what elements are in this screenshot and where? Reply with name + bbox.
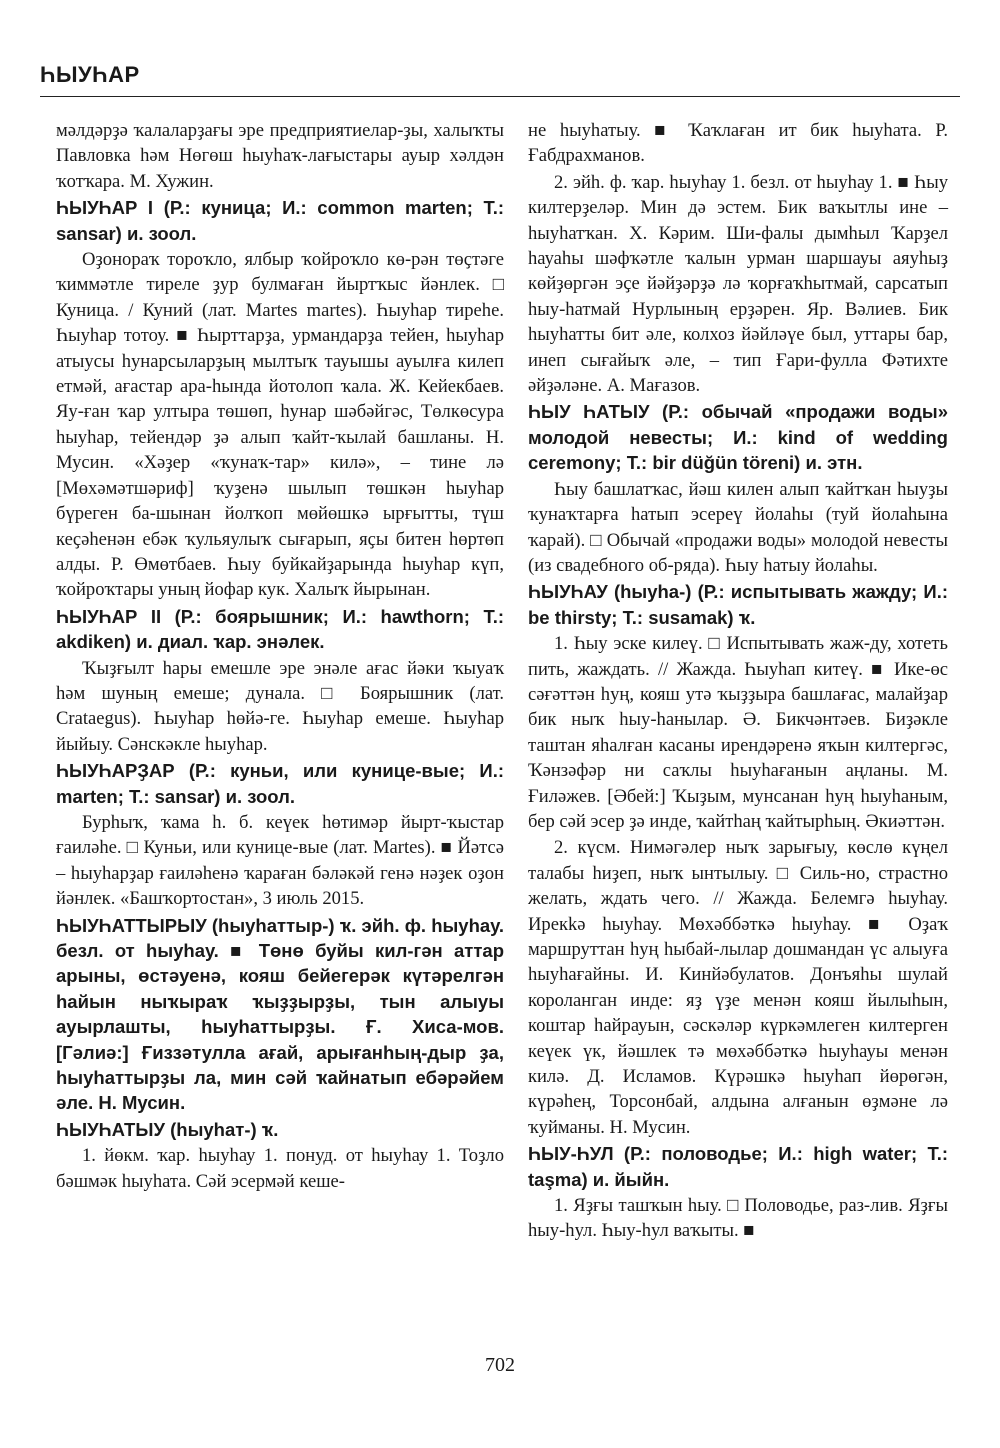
entry-definition: Һыу башлатҡас, йәш килен алып ҡайтҡан һыуҙы ҡунаҡтарға һатып эсереү йолаһы (туй йолаһына ҡарай). □ Обычай «продажи воды» молодой невесты (из свадебного об-ряда). Һыу һатыу йолаһы. bbox=[528, 478, 948, 576]
page-number: 702 bbox=[485, 1354, 515, 1376]
entry-definition: Бурһыҡ, ҡама һ. б. кеүек һөтимәр йырт-ҡыстар ғаиләһе. □ Куньи, или кунице-вые (лат. Martes). ■ Йәтсә – һыуһарҙар ғаиләһенә ҡараған бәләкәй генә нәҙек оҙон йәнлек. «Башҡортостан», 3 июль 2015. bbox=[56, 811, 504, 910]
text-continuation: мәлдәрҙә ҡалаларҙағы эре предприятиелар-ҙы, халыҡты Павловка һәм Нөгөш һыуһаҡ-лағыстары ауыр хәлдән ҡотҡара. М. Хужин. bbox=[56, 120, 504, 192]
entry-headword: ҺЫУҺАР II (Р.: боярышник; И.: hawthorn; Т.: akdiken) и. диал. ҡар. энәлек. bbox=[56, 605, 504, 653]
entry-definition: Оҙонораҡ тороҡло, ялбыр ҡойроҡло кө-рән төҫтәге ҡиммәтле тиреле ҙур булмаған йыртҡыс йәнлек. □ Куница. / Куний (лат. Martes martes). Һыуһар тиреһе. Һыуһар тотоу. ■ Һырттарҙа, урмандарҙа тейен, һыуһар атыусы һунарсыларҙың мылтыҡ тауышы ауылға килеп етмәй, ағастар ара-һында йотолоп ҡала. Ж. Кейекбаев. Яу-ған ҡар ултыра төшөп, һунар шәбәйгәс, Төлкөсура һыуһар, тейендәр ҙә алып ҡайт-ҡылай башланы. Н. Мусин. «Хәҙер «ҡунаҡ-тар» килә», – тине лә [Мөхәмәтшәриф] ҡуҙенә шылып төшкән һыуһар бүреген ба-шынан йолҡоп мөйөшкә ырғытты, түш кеҫәһенән ебәк ҡульяулыҡ сығарып, яҫы битен һөртөп алды. Р. Өмөтбаев. Һыу буйкайҙарында һыуһар күп, ҡойроҡтары уның йофар кук. Халыҡ йырынан. bbox=[56, 249, 504, 601]
entry-sense: 1. Һыу эске килеү. □ Испытывать жаж-ду, хотеть пить, жаждать. // Жажда. Һыуһап китеү. ■ Ике-өс сәғәттән һуң, кояш утә ҡыҙҙыра башлағас, малайҙар бик ныҡ һыу-һанылар. Ә. Бикчәнтәев. Биҙәкле таштан яһалған касаны ирендәренә яҡын килтергәс, Ҡәнзәфәр ни саҡлы һыуһағанын аңланы. М. Ғиләжев. [Әбей:] Ҡыҙым, мунсанан һуң һыуһаным, бер сәй эсер ҙә инде, ҡайтһаң ҡайтырһың. Әкиәттән. bbox=[528, 633, 948, 832]
right-column bbox=[528, 118, 948, 1245]
entry-headword: ҺЫУҺАУ (һыуһа-) (Р.: испытывать жажду; И.: be thirsty; Т.: susamak) ҡ. bbox=[528, 581, 948, 628]
entry-headword: ҺЫУ-ҺУЛ (Р.: половодье; И.: high water; Т.: taşma) и. йыйн. bbox=[528, 1143, 948, 1190]
left-column bbox=[56, 118, 504, 1195]
entry-headword: ҺЫУ ҺАТЫУ (Р.: обычай «продажи воды» молодой невесты; И.: kind of wedding ceremony; Т.: bir düğün töreni) и. этн. bbox=[528, 401, 948, 474]
entry-headword: ҺЫУҺАРҘАР (Р.: куньи, или кунице-вые; И.: marten; Т.: sansar) и. зоол. bbox=[56, 760, 504, 807]
running-head: ҺЫУҺАР bbox=[40, 62, 140, 87]
entry-sense: 1. Яҙғы ташҡын һыу. □ Половодье, раз-лив. Яҙғы һыу-һул. Һыу-һул ваҡыты. ■ bbox=[528, 1195, 948, 1242]
entry-sense: 2. эйһ. ф. ҡар. һыуһау 1. безл. от һыуһау 1. ■ Һыу килтерҙеләр. Мин дә эстем. Бик ваҡытлы ине – һыуһатҡан. Х. Кәрим. Ши-фалы дымһыл Ҡарҙел һауаһы шәфҡәтле ҡалын урман шаршауы аяуһыҙ көйҙөргән эҫе йәйҙәрҙә лә ҡорғаҡһытмай, сарсатып һыу-һатмай Нурлының ерҙәрен. Яр. Вәлиев. Бик һыуһатты бит әле, колхоз йәйләүе был, уттары бар, инеп сығайыҡ әле, – тип Ғари-фулла Фәтихте әйҙәләне. А. Мағазов. bbox=[528, 171, 948, 397]
entry-definition: Ҡыҙғылт һары емешле эре энәле ағас йәки ҡыуаҡ һәм шуның емеше; дунала. □ Боярышник (лат. Crataegus). Һыуһар һөйә-ге. Һыуһар емеше. Һыуһар йыйыу. Сәнскәкле һыуһар. bbox=[56, 657, 504, 755]
entry-sense: 2. күсм. Нимәгәлер ныҡ зарығыу, көслө күңел талабы һиҙеп, ныҡ ынтылыу. □ Силь-но, страстно желать, ждать чего. // Жажда. Белемгә һыуһау. Ирекkә һыуһау. Мөхәббәткә һыуһау. ■ Оҙаҡ маршруттан һуң һыбай-лылар дошмандан үс алыуға һыуһағайны. И. Кинйәбулатов. Донъяһы шулай короланган инде: яҙ үҙе менән кояш йылыһын, коштар һайрауын, сәскәләр күркәмлеген килтерген кеүек үк, йәшлек тә мөхәббәткә һыуһауы менән килә. Д. Исламов. Күрәшкә һыуһап йөрөгән, күрәһең, Торсонбай, алдына алғанын өҙмәне лә ҡуйманы. Н. Мусин. bbox=[528, 837, 948, 1138]
header-rule bbox=[40, 96, 960, 97]
entry-definition: 1. йөкм. ҡар. һыуһау 1. понуд. от һыуһау 1. Тоҙло бәшмәк һыуһата. Сәй эсермәй кеше- bbox=[56, 1145, 504, 1192]
entry-headword: ҺЫУҺАТЫУ (һыуһат-) ҡ. bbox=[56, 1118, 279, 1140]
text-continuation: не һыуһатыу. ■ Ҡаҡлаған ит бик һыуһата. Р. Ғабдрахманов. bbox=[528, 120, 948, 167]
entry-headword: ҺЫУҺАТТЫРЫУ (һыуһаттыр-) ҡ. эйһ. ф. һыуһау. безл. от һыуһау. ■ Төнө буйы кил-гән аттар арыны, өстәуенә, кояш бейегерәк күтәрелгән һайын ныҡыраҡ ҡыҙҙырҙы, тын алыуы ауырлашты, һыуһаттырҙы. Ғ. Хиса-мов. [Гәлиә:] Ғиззәтулла ағай, арығанһың-дыр ҙа, һыуһаттырҙы ла, мин сәй ҡайнатып ебәрәйем әле. Н. Мусин. bbox=[56, 914, 504, 1114]
entry-headword: ҺЫУҺАР I (Р.: куница; И.: common marten; Т.: sansar) и. зоол. bbox=[56, 197, 504, 244]
